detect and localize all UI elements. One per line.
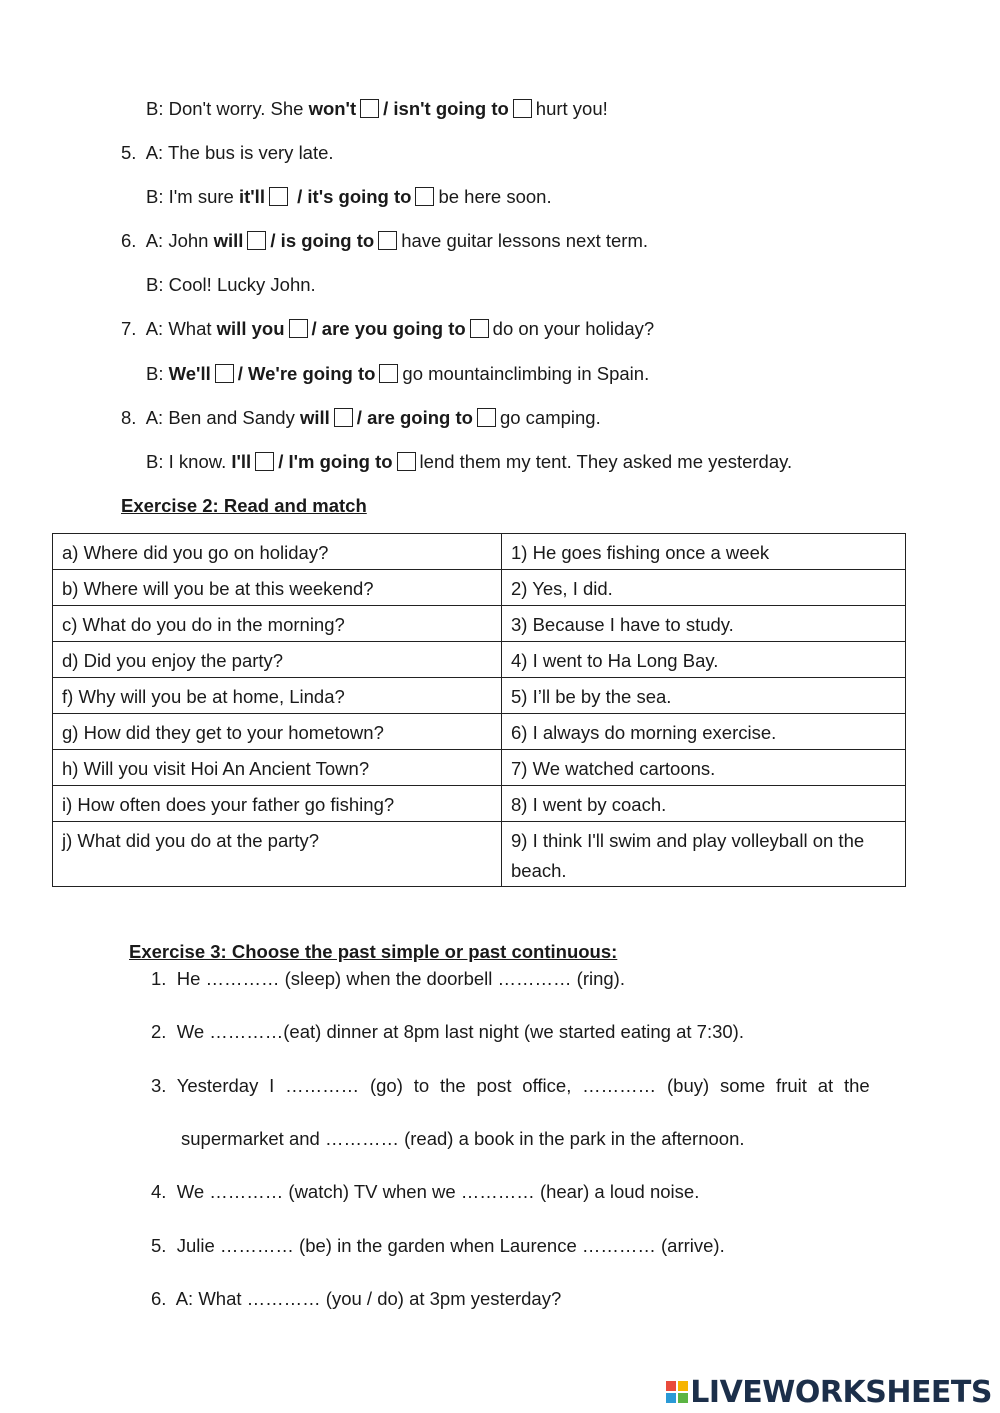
- logo-text: LIVEWORKSHEETS: [690, 1374, 992, 1410]
- exercise2-heading: Exercise 2: Read and match: [121, 495, 367, 516]
- table-row: [53, 570, 906, 606]
- ex3-item-2: [151, 1019, 744, 1045]
- ex3-item-4: [151, 1179, 699, 1205]
- item7-b-option1: We'll: [168, 363, 211, 384]
- item6-suffix: have guitar lessons next term.: [401, 230, 648, 251]
- item5-option1: it'll: [238, 186, 265, 207]
- item6-checkbox1[interactable]: [247, 231, 266, 250]
- item8-b-checkbox2[interactable]: [397, 452, 416, 471]
- item4-b-prefix: B: Don't worry. She: [146, 98, 309, 119]
- table-row: [53, 822, 906, 887]
- item7-b-checkbox1[interactable]: [215, 364, 234, 383]
- item8-checkbox2[interactable]: [477, 408, 496, 427]
- ex3-item-text: Julie ………… (be) in the garden when Laurence ………… (arrive).: [176, 1235, 725, 1256]
- ex3-item-text: Yesterday I ………… (go) to the post office, ………… (buy) some fruit at the: [176, 1075, 870, 1096]
- logo-mark-icon: [666, 1381, 688, 1403]
- match-answer: 2) Yes, I did.: [502, 570, 906, 606]
- item8-number: 8.: [121, 407, 137, 428]
- table-row: [53, 534, 906, 570]
- ex3-item-3-cont: supermarket and ………… (read) a book in the park in the afternoon.: [181, 1128, 745, 1149]
- item6-option1: will: [213, 230, 244, 251]
- item8-b-suffix: lend them my tent. They asked me yesterday.: [419, 451, 793, 472]
- item6-a-line: [121, 228, 648, 254]
- ex3-item-number: 2.: [151, 1021, 167, 1042]
- item7-b-prefix: B:: [146, 363, 169, 384]
- match-question: h) Will you visit Hoi An Ancient Town?: [53, 750, 502, 786]
- match-answer: 7) We watched cartoons.: [502, 750, 906, 786]
- logo-square-icon: [678, 1381, 688, 1391]
- item7-suffix: do on your holiday?: [492, 318, 655, 339]
- match-answer: 6) I always do morning exercise.: [502, 714, 906, 750]
- item6-b-line: [146, 272, 316, 298]
- item8-option2: / are going to: [356, 407, 473, 428]
- ex3-item-5: [151, 1233, 725, 1259]
- table-row: [53, 714, 906, 750]
- match-answer: 1) He goes fishing once a week: [502, 534, 906, 570]
- item8-option1: will: [299, 407, 330, 428]
- ex3-item-text: A: What ………… (you / do) at 3pm yesterday?: [175, 1288, 562, 1309]
- match-answer: 3) Because I have to study.: [502, 606, 906, 642]
- item7-checkbox1[interactable]: [289, 319, 308, 338]
- ex3-item-text: He ………… (sleep) when the doorbell ………… (ring).: [176, 968, 625, 989]
- match-question: i) How often does your father go fishing?: [53, 786, 502, 822]
- match-table: [52, 533, 906, 887]
- item7-option1: will you: [216, 318, 285, 339]
- match-question: d) Did you enjoy the party?: [53, 642, 502, 678]
- item7-checkbox2[interactable]: [470, 319, 489, 338]
- item6-number: 6.: [121, 230, 137, 251]
- item6-a-prefix: A: John: [145, 230, 214, 251]
- ex3-item-number: 4.: [151, 1181, 167, 1202]
- ex3-item-number: 1.: [151, 968, 167, 989]
- match-answer: 5) I’ll be by the sea.: [502, 678, 906, 714]
- item5-checkbox2[interactable]: [415, 187, 434, 206]
- match-question: b) Where will you be at this weekend?: [53, 570, 502, 606]
- ex3-item-number: 5.: [151, 1235, 167, 1256]
- liveworksheets-logo: [666, 1374, 992, 1410]
- item6-option2: / is going to: [270, 230, 375, 251]
- item4-b-option1: won't: [308, 98, 357, 119]
- item8-b-line: [146, 449, 792, 475]
- item7-a-line: [121, 316, 654, 342]
- match-question: a) Where did you go on holiday?: [53, 534, 502, 570]
- match-answer: 9) I think I'll swim and play volleyball on the beach.: [502, 822, 906, 887]
- item8-b-option1: I'll: [231, 451, 252, 472]
- logo-square-icon: [666, 1381, 676, 1391]
- item7-b-line: [146, 361, 649, 387]
- item4-b-checkbox2[interactable]: [513, 99, 532, 118]
- table-row: [53, 678, 906, 714]
- item4-b-suffix: hurt you!: [535, 98, 608, 119]
- ex3-item-number: 3.: [151, 1075, 167, 1096]
- item5-b-prefix: B: I'm sure: [146, 186, 239, 207]
- item7-option2: / are you going to: [311, 318, 466, 339]
- match-answer: 8) I went by coach.: [502, 786, 906, 822]
- exercise3-heading: Exercise 3: Choose the past simple or past continuous:: [129, 941, 618, 962]
- table-row: [53, 750, 906, 786]
- item8-b-option2: / I'm going to: [278, 451, 393, 472]
- ex3-item-number: 6.: [151, 1288, 167, 1309]
- item7-b-checkbox2[interactable]: [379, 364, 398, 383]
- item8-checkbox1[interactable]: [334, 408, 353, 427]
- table-row: [53, 786, 906, 822]
- item7-b-suffix: go mountainclimbing in Spain.: [402, 363, 650, 384]
- item7-number: 7.: [121, 318, 137, 339]
- match-answer: 4) I went to Ha Long Bay.: [502, 642, 906, 678]
- match-question: j) What did you do at the party?: [53, 822, 502, 887]
- item5-checkbox1[interactable]: [269, 187, 288, 206]
- item4-b-option2: / isn't going to: [383, 98, 509, 119]
- item7-a-prefix: A: What: [145, 318, 217, 339]
- match-question: f) Why will you be at home, Linda?: [53, 678, 502, 714]
- item7-b-option2: / We're going to: [237, 363, 376, 384]
- item8-b-prefix: B: I know.: [146, 451, 232, 472]
- ex3-item-text: We ………… (watch) TV when we ………… (hear) a loud noise.: [176, 1181, 700, 1202]
- item6-b-text: B: Cool! Lucky John.: [146, 274, 316, 295]
- logo-square-icon: [678, 1393, 688, 1403]
- item6-checkbox2[interactable]: [378, 231, 397, 250]
- item4-b-checkbox1[interactable]: [360, 99, 379, 118]
- logo-square-icon: [666, 1393, 676, 1403]
- match-question: c) What do you do in the morning?: [53, 606, 502, 642]
- match-question: g) How did they get to your hometown?: [53, 714, 502, 750]
- item5-b-line: [146, 184, 552, 210]
- ex3-item-6: [151, 1286, 561, 1312]
- item8-suffix: go camping.: [499, 407, 601, 428]
- item8-a-prefix: A: Ben and Sandy: [145, 407, 300, 428]
- ex3-item-3: [151, 1073, 870, 1099]
- item5-a-line: [121, 140, 334, 166]
- item5-number: 5.: [121, 142, 137, 163]
- table-row: [53, 606, 906, 642]
- item8-a-line: [121, 405, 601, 431]
- item4-b-line: [146, 96, 608, 122]
- table-row: [53, 642, 906, 678]
- ex3-item-1: [151, 966, 625, 992]
- item5-option2: / it's going to: [297, 186, 412, 207]
- item8-b-checkbox1[interactable]: [255, 452, 274, 471]
- ex3-item-text: We …………(eat) dinner at 8pm last night (we started eating at 7:30).: [176, 1021, 744, 1042]
- item5-suffix: be here soon.: [438, 186, 552, 207]
- item5-a-text: A: The bus is very late.: [145, 142, 334, 163]
